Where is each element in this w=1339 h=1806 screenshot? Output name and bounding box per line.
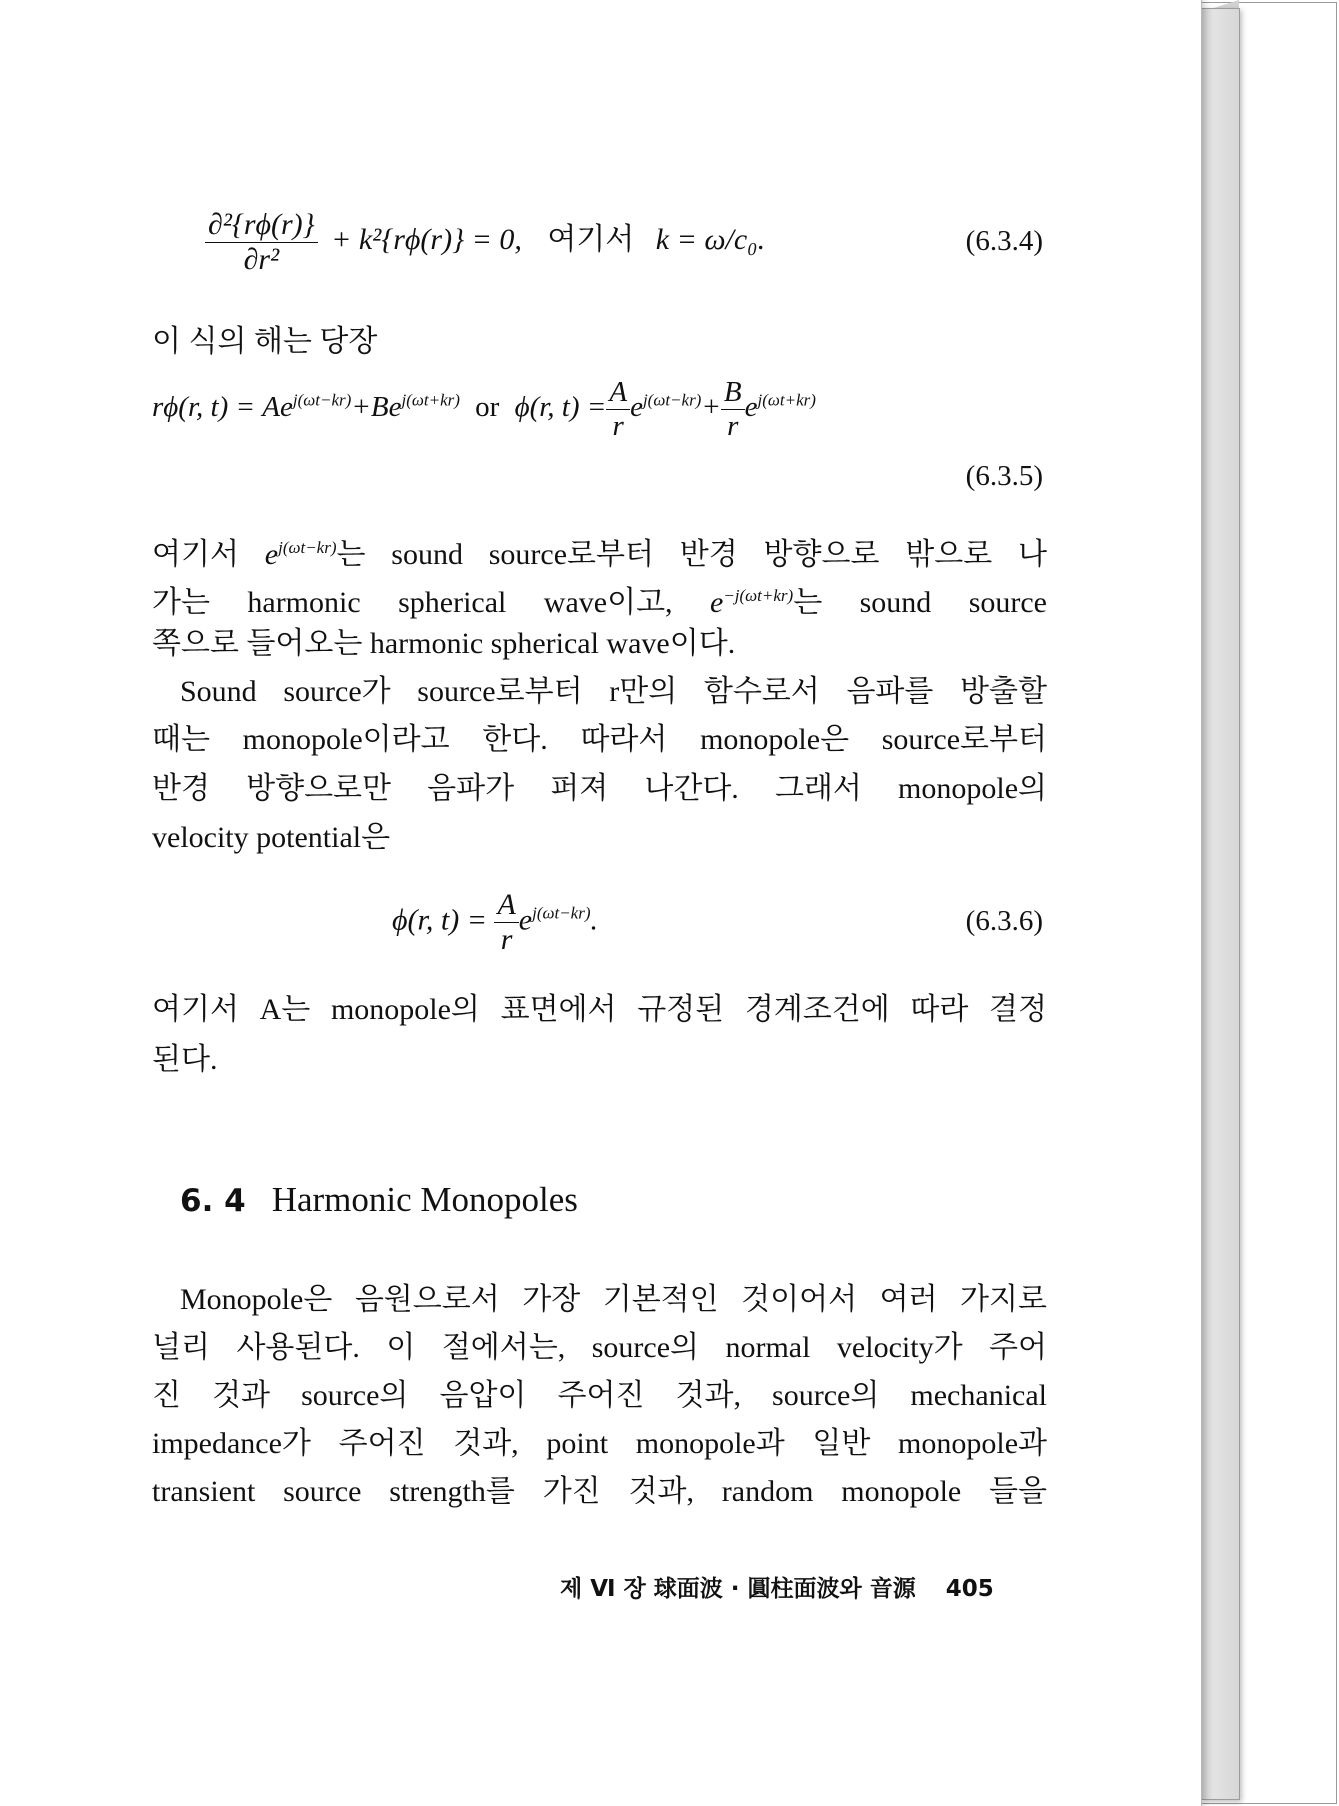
fraction-b-over-r (721, 376, 745, 443)
text-fragment: 는 sound source (793, 586, 1047, 619)
or-text: or (475, 391, 500, 424)
paragraph-1-line-1 (152, 530, 1047, 573)
exp-base-4: e (744, 391, 758, 424)
fraction-numerator-b: B (721, 376, 745, 410)
paragraph-2-line-2: 때는 monopole이라고 한다. 따라서 monopole은 source로부터 (152, 723, 1047, 756)
fraction-denominator-r: r (612, 410, 624, 442)
exponent-4: j(ωt+kr) (757, 390, 816, 410)
equation-6-3-5: rϕ(r, $t) = Ae^{j(\omega t-kr)}+Be^{j(\omega t+kr)}$ or ϕ(r, t) = $\frac{A}{r}$ $e^{j(\omega t-kr)}+$ $\frac{B}{r}$ $e^{j(\omega t+kr)}$ (152, 376, 816, 442)
exponent-3: j(ωt−kr) (642, 390, 702, 410)
paragraph-4-line-5: transient source strength를 가진 것과, random monopole 들을 (152, 1475, 1047, 1508)
section-number: 6. 4 (180, 1183, 246, 1219)
equation-number-6-3-4: (6.3.4) (965, 225, 1043, 257)
page-number: 405 (945, 1576, 994, 1602)
section-heading (180, 1180, 578, 1220)
text-line-solution-intro: 이 식의 해는 당장 (152, 325, 378, 358)
equation-6-3-4 (205, 208, 765, 277)
equation-phi: ϕ(r, t) = (514, 391, 607, 424)
fraction-numerator: A (494, 888, 518, 923)
paragraph-2-line-3: 반경 방향으로만 음파가 퍼져 나간다. 그래서 monopole의 (152, 772, 1047, 805)
footer-chapter: 제 Ⅵ 장 球面波 · 圓柱面波와 音源 (560, 1576, 916, 1602)
section-title: Harmonic Monopoles (271, 1180, 578, 1219)
book-spine (1201, 8, 1240, 1800)
fraction-numerator: ∂²{rϕ(r)} (205, 208, 318, 243)
paragraph-1-line-3: 쪽으로 들어오는 harmonic spherical wave이다. (152, 627, 736, 660)
exponent: −j(ωt+kr) (723, 586, 794, 605)
paragraph-4-line-2: 널리 사용된다. 이 절에서는, source의 normal velocity가 주어 (152, 1331, 1047, 1364)
equation-number-6-3-5: (6.3.5) (965, 460, 1043, 492)
text-fragment: 가는 harmonic spherical wave이고, (152, 586, 673, 619)
paragraph-3-line-1: 여기서 A는 monopole의 표면에서 규정된 경계조건에 따라 결정 (152, 993, 1047, 1026)
fraction-a-over-r (606, 376, 630, 443)
paragraph-2-line-4: velocity potential은 (152, 821, 391, 854)
paragraph-2-line-1: Sound source가 source로부터 r만의 함수로서 음파를 방출할 (180, 675, 1047, 708)
equation-condition: k = ω/c₀. (655, 223, 766, 257)
exp-base: e (264, 538, 279, 571)
paragraph-4-line-1: Monopole은 음원으로서 가장 기본적인 것이어서 여러 가지로 (180, 1283, 1047, 1316)
equation-fraction (205, 208, 318, 277)
paragraph-4-line-3: 진 것과 source의 음압이 주어진 것과, source의 mechanical (152, 1379, 1047, 1412)
fraction-numerator-a: A (606, 376, 630, 410)
equation-lhs: rϕ(r, t) = A (152, 391, 281, 424)
page-footer (560, 1570, 994, 1603)
text-fragment: 는 sound source로부터 반경 방향으로 밖으로 나 (336, 538, 1047, 571)
exp-base-2: e (388, 391, 402, 424)
exponent-2: j(ωt+kr) (401, 390, 460, 410)
fraction-denominator-r2: r (727, 410, 739, 442)
exponent: j(ωt−kr) (532, 903, 591, 923)
exp-base-3: e (630, 391, 643, 424)
equation-rhs: + k²{rϕ(r)} = 0, (331, 223, 522, 257)
equation-lhs: ϕ(r, t) = (392, 903, 487, 937)
equation-where-text: 여기서 (547, 223, 635, 257)
fraction-a-over-r (494, 888, 518, 957)
exp-base: e (709, 586, 724, 619)
equation-number-6-3-6: (6.3.6) (965, 905, 1043, 937)
fraction-denominator: r (500, 923, 513, 956)
equation-6-3-6 (392, 888, 598, 957)
paragraph-4-line-4: impedance가 주어진 것과, point monopole과 일반 monopole과 (152, 1427, 1047, 1460)
paragraph-3-line-2: 된다. (152, 1043, 218, 1076)
fraction-denominator: ∂r² (243, 243, 280, 276)
exponent: j(ωt−kr) (278, 538, 337, 557)
exp-base: e (518, 903, 533, 937)
paragraph-1-line-2 (152, 578, 1047, 621)
plus-b: +B (351, 391, 389, 424)
text-fragment: 여기서 (152, 538, 239, 571)
exp-base: e (280, 391, 293, 424)
exponent-1: j(ωt−kr) (292, 390, 352, 410)
period: . (590, 903, 598, 937)
